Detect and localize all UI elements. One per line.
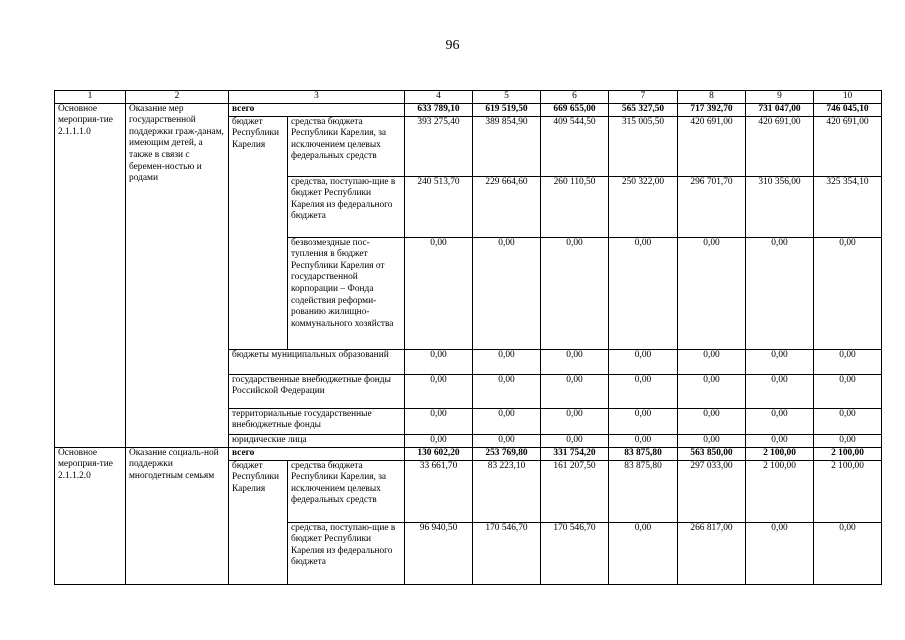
value-cell: 563 850,00 bbox=[678, 447, 746, 460]
value-cell: 0,00 bbox=[746, 349, 814, 374]
value-cell: 0,00 bbox=[609, 408, 678, 434]
value-cell: 0,00 bbox=[405, 434, 473, 447]
budget-group-label: бюджет Республики Карелия bbox=[229, 116, 288, 349]
row-label: средства бюджета Республики Карелия, за исключением целевых федеральных средств bbox=[288, 116, 405, 176]
value-cell: 297 033,00 bbox=[678, 460, 746, 522]
value-cell: 619 519,50 bbox=[473, 103, 541, 116]
col-header: 7 bbox=[609, 91, 678, 104]
value-cell: 0,00 bbox=[609, 522, 678, 584]
row-label: территориальные государственные внебюджетные фонды bbox=[229, 408, 405, 434]
value-cell: 0,00 bbox=[609, 374, 678, 408]
measure-code: Основное мероприя-тие 2.1.1.2.0 bbox=[55, 447, 126, 584]
row-label: средства, поступаю-щие в бюджет Республики Карелия из федерального бюджета bbox=[288, 176, 405, 237]
col-header: 8 bbox=[678, 91, 746, 104]
value-cell: 0,00 bbox=[405, 374, 473, 408]
value-cell: 310 356,00 bbox=[746, 176, 814, 237]
value-cell: 420 691,00 bbox=[746, 116, 814, 176]
value-cell: 0,00 bbox=[746, 237, 814, 349]
value-cell: 0,00 bbox=[678, 374, 746, 408]
value-cell: 731 047,00 bbox=[746, 103, 814, 116]
value-cell: 83 223,10 bbox=[473, 460, 541, 522]
row-label: безвозмездные пос-тупления в бюджет Республики Карелия от государственной корпорации – Фонда содействия реформи-рованию жилищно-коммунального хозяйства bbox=[288, 237, 405, 349]
value-cell: 633 789,10 bbox=[405, 103, 473, 116]
value-cell: 0,00 bbox=[746, 434, 814, 447]
value-cell: 0,00 bbox=[405, 408, 473, 434]
value-cell: 0,00 bbox=[473, 237, 541, 349]
value-cell: 0,00 bbox=[609, 349, 678, 374]
value-cell: 0,00 bbox=[814, 408, 882, 434]
budget-table bbox=[54, 90, 882, 585]
value-cell: 33 661,70 bbox=[405, 460, 473, 522]
measure-name: Оказание социаль-ной поддержки многодетным семьям bbox=[126, 447, 229, 584]
row-label: средства бюджета Республики Карелия, за исключением целевых федеральных средств bbox=[288, 460, 405, 522]
value-cell: 0,00 bbox=[405, 237, 473, 349]
col-header: 9 bbox=[746, 91, 814, 104]
value-cell: 0,00 bbox=[405, 349, 473, 374]
value-cell: 2 100,00 bbox=[814, 447, 882, 460]
row-label: юридические лица bbox=[229, 434, 405, 447]
value-cell: 2 100,00 bbox=[746, 460, 814, 522]
value-cell: 669 655,00 bbox=[541, 103, 609, 116]
value-cell: 96 940,50 bbox=[405, 522, 473, 584]
value-cell: 0,00 bbox=[814, 522, 882, 584]
col-header: 6 bbox=[541, 91, 609, 104]
value-cell: 83 875,80 bbox=[609, 460, 678, 522]
col-header: 4 bbox=[405, 91, 473, 104]
value-cell: 0,00 bbox=[609, 434, 678, 447]
value-cell: 0,00 bbox=[678, 237, 746, 349]
value-cell: 2 100,00 bbox=[814, 460, 882, 522]
value-cell: 0,00 bbox=[814, 237, 882, 349]
value-cell: 229 664,60 bbox=[473, 176, 541, 237]
value-cell: 717 392,70 bbox=[678, 103, 746, 116]
row-label: государственные внебюджетные фонды Российской Федерации bbox=[229, 374, 405, 408]
value-cell: 0,00 bbox=[473, 349, 541, 374]
value-cell: 0,00 bbox=[473, 374, 541, 408]
value-cell: 0,00 bbox=[814, 374, 882, 408]
value-cell: 130 602,20 bbox=[405, 447, 473, 460]
value-cell: 0,00 bbox=[541, 408, 609, 434]
value-cell: 170 546,70 bbox=[541, 522, 609, 584]
value-cell: 2 100,00 bbox=[746, 447, 814, 460]
col-header: 10 bbox=[814, 91, 882, 104]
value-cell: 260 110,50 bbox=[541, 176, 609, 237]
col-header: 3 bbox=[229, 91, 405, 104]
value-cell: 253 769,80 bbox=[473, 447, 541, 460]
value-cell: 0,00 bbox=[473, 434, 541, 447]
value-cell: 0,00 bbox=[541, 349, 609, 374]
table-row bbox=[55, 447, 882, 460]
col-header: 1 bbox=[55, 91, 126, 104]
value-cell: 250 322,00 bbox=[609, 176, 678, 237]
value-cell: 0,00 bbox=[541, 434, 609, 447]
value-cell: 389 854,90 bbox=[473, 116, 541, 176]
measure-name: Оказание мер государственной поддержки граж-данам, имеющим детей, а также в связи с беремен-ностью и родами bbox=[126, 103, 229, 447]
value-cell: 409 544,50 bbox=[541, 116, 609, 176]
value-cell: 0,00 bbox=[678, 349, 746, 374]
value-cell: 296 701,70 bbox=[678, 176, 746, 237]
col-header: 2 bbox=[126, 91, 229, 104]
col-header: 5 bbox=[473, 91, 541, 104]
value-cell: 266 817,00 bbox=[678, 522, 746, 584]
value-cell: 83 875,80 bbox=[609, 447, 678, 460]
page-number: 96 bbox=[445, 38, 460, 53]
value-cell: 161 207,50 bbox=[541, 460, 609, 522]
table-row bbox=[55, 103, 882, 116]
row-label: средства, поступаю-щие в бюджет Республики Карелия из федерального бюджета bbox=[288, 522, 405, 584]
value-cell: 420 691,00 bbox=[814, 116, 882, 176]
value-cell: 565 327,50 bbox=[609, 103, 678, 116]
value-cell: 0,00 bbox=[541, 374, 609, 408]
value-cell: 420 691,00 bbox=[678, 116, 746, 176]
value-cell: 0,00 bbox=[609, 237, 678, 349]
row-label: бюджеты муниципальных образований bbox=[229, 349, 405, 374]
value-cell: 0,00 bbox=[473, 408, 541, 434]
value-cell: 0,00 bbox=[746, 522, 814, 584]
value-cell: 746 045,10 bbox=[814, 103, 882, 116]
value-cell: 170 546,70 bbox=[473, 522, 541, 584]
value-cell: 0,00 bbox=[678, 434, 746, 447]
total-label: всего bbox=[229, 103, 405, 116]
value-cell: 240 513,70 bbox=[405, 176, 473, 237]
value-cell: 0,00 bbox=[746, 374, 814, 408]
budget-group-label: бюджет Республики Карелия bbox=[229, 460, 288, 584]
value-cell: 0,00 bbox=[746, 408, 814, 434]
value-cell: 393 275,40 bbox=[405, 116, 473, 176]
value-cell: 331 754,20 bbox=[541, 447, 609, 460]
value-cell: 0,00 bbox=[814, 349, 882, 374]
value-cell: 0,00 bbox=[541, 237, 609, 349]
value-cell: 325 354,10 bbox=[814, 176, 882, 237]
value-cell: 0,00 bbox=[814, 434, 882, 447]
column-header-row bbox=[55, 91, 882, 104]
total-label: всего bbox=[229, 447, 405, 460]
measure-code: Основное мероприя-тие 2.1.1.1.0 bbox=[55, 103, 126, 447]
value-cell: 315 005,50 bbox=[609, 116, 678, 176]
value-cell: 0,00 bbox=[678, 408, 746, 434]
